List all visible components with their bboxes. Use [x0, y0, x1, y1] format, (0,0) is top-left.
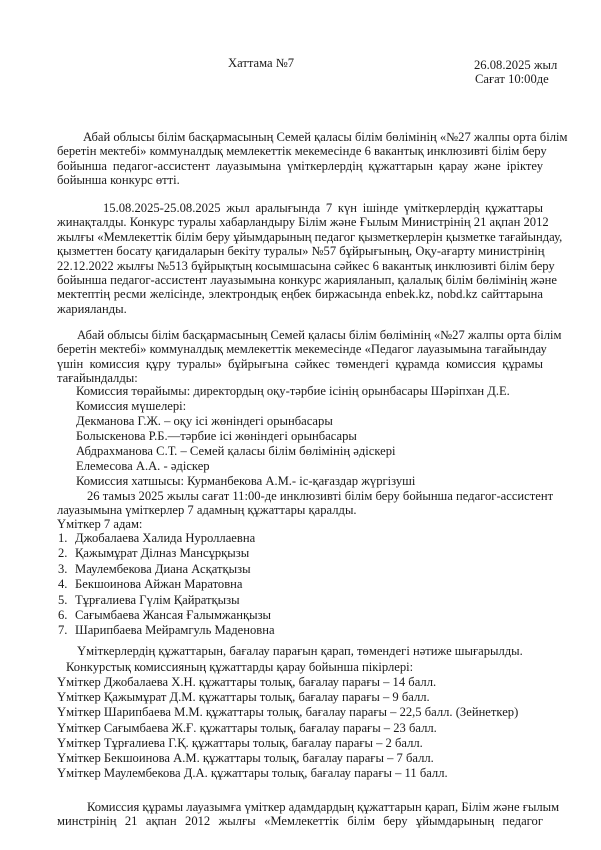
- score-line: Үміткер Тұрғалиева Г.Қ. құжаттары толық, бағалау парағы – 2 балл.: [57, 735, 423, 750]
- candidate-name: Маулембекова Диана Асқатқызы: [75, 561, 251, 576]
- score-line: Үміткер Маулембекова Д.А. құжаттары толық, бағалау парағы – 11 балл.: [57, 766, 448, 781]
- score-line: Үміткер Бекшоинова А.М. құжаттары толық, бағалау парағы – 7 балл.: [57, 750, 434, 765]
- announcement-line: бойынша педагог-ассистент лауазымына конкурс жарияланып, қалалық білім бөлімінің және: [57, 273, 557, 288]
- list-number: 7.: [58, 623, 68, 638]
- list-item: [58, 531, 275, 546]
- list-number: 3.: [58, 561, 68, 576]
- intro-paragraph: [57, 130, 568, 188]
- review-notice: [57, 489, 554, 518]
- protocol-title: Хаттама №7: [228, 56, 295, 70]
- candidate-name: Бекшоинова Айжан Маратовна: [75, 577, 243, 592]
- list-number: 4.: [58, 577, 68, 592]
- intro-line: бойынша конкурс өтті.: [57, 173, 180, 188]
- list-number: 5.: [58, 592, 68, 607]
- commission-order-paragraph: [57, 328, 562, 386]
- score-line: Үміткер Шарипбаева М.М. құжаттары толық, бағалау парағы – 22,5 балл. (Зейнеткер): [57, 705, 519, 720]
- opinions-label: Конкурстық комиссияның құжаттарды қарау бойынша пікірлері:: [66, 660, 414, 674]
- order-line: үшін комиссия құру туралы» бұйрығына сәйкес төмендегі құрамда комиссия құрамы: [57, 356, 543, 371]
- announcement-line: 15.08.2025-25.08.2025 жыл аралығында 7 күн ішінде үміткерлердің құжаттары: [103, 201, 543, 215]
- conclusion-line: минстрінің 21 ақпан 2012 жылғы «Мемлекеттік білім беру ұйымдарының педагог: [57, 814, 543, 829]
- conclusion-paragraph: [57, 800, 560, 829]
- list-item: [58, 577, 275, 592]
- protocol-time: Сағат 10:00де: [475, 72, 549, 86]
- intro-line: Абай облысы білім басқармасының Семей қаласы білім бөлімінің «№27 жалпы орта білім: [83, 130, 568, 144]
- order-line: тағайындалды:: [57, 371, 138, 386]
- candidate-list: [58, 531, 275, 639]
- candidate-name: Қажымұрат Ділназ Мансұрқызы: [75, 546, 250, 561]
- commission-member: Абдрахманова С.Т. – Семей қаласы білім бөлімінің әдіскері: [76, 444, 396, 458]
- candidate-name: Тұрғалиева Гүлім Қайратқызы: [75, 592, 240, 607]
- score-line: Үміткер Сағымбаева Ж.Ғ. құжаттары толық, бағалау парағы – 23 балл.: [57, 720, 437, 735]
- list-number: 6.: [58, 607, 68, 622]
- protocol-date: 26.08.2025 жыл: [474, 58, 558, 72]
- list-number: 1.: [58, 531, 68, 545]
- announcement-line: 22.12.2022 жылғы №513 бұйрықтың косымшасына сәйкес 6 вакантық инклюзивті білім беру: [57, 258, 555, 273]
- candidate-name: Сағымбаева Жансая Ғалымжанқызы: [75, 607, 272, 622]
- announcement-line: жарияланды.: [57, 301, 127, 316]
- list-number: 2.: [58, 546, 68, 561]
- commission-secretary: Комиссия хатшысы: Курманбекова А.М.- іс-қағаздар жүргізуші: [76, 474, 416, 488]
- review-line: 26 тамыз 2025 жылы сағат 11:00-де инклюзивті білім беру бойынша педагог-ассистент: [87, 489, 554, 503]
- results-intro: Үміткерлердің құжаттарын, бағалау парағын қарап, төмендегі нәтиже шығарылды.: [77, 644, 523, 658]
- candidate-name: Шарипбаева Мейрамгуль Маденовна: [75, 623, 275, 638]
- conclusion-line: Комиссия құрамы лауазымға үміткер адамдардың құжаттарын қарап, Білім және ғылым: [87, 800, 560, 814]
- commission-members-label: Комиссия мүшелері:: [76, 399, 187, 413]
- score-list: [57, 675, 518, 781]
- order-line: беретін мектебі» коммуналдық мемлекеттік мекемесінде «Педагог лауазымына тағайындау: [57, 342, 547, 357]
- commission-member: Елемесова А.А. - әдіскер: [76, 459, 210, 473]
- score-line: Үміткер Қажымұрат Д.М. құжаттары толық, бағалау парағы – 9 балл.: [57, 690, 430, 705]
- announcement-line: қызметтен босату қағидаларын бекіту туралы» №57 бұйрығының, Оқу-ағарту министрінің: [57, 244, 545, 259]
- commission-member: Декманова Г.Ж. – оқу ісі жөніндегі орынбасары: [76, 414, 333, 428]
- intro-line: беретін мектебі» коммуналдық мемлекеттік мекемесінде 6 вакантық инклюзивті білім беру: [57, 144, 547, 159]
- list-item: [58, 562, 275, 577]
- announcement-paragraph: [57, 201, 563, 316]
- announcement-line: жылғы «Мемлекеттік білім беру ұйымдарының педагог қызметкерлерін қызметке тағайындау,: [57, 229, 563, 244]
- list-item: [58, 546, 275, 561]
- announcement-line: мектептің ресми желісінде, электрондық еңбек биржасында enbek.kz, nobd.kz сайттарына: [57, 287, 543, 302]
- review-line: лауазымына үміткерлер 7 адамның құжаттары қаралды.: [57, 503, 357, 518]
- list-item: [58, 593, 275, 608]
- commission-composition: [76, 384, 510, 489]
- commission-member: Болыскенова Р.Б.—тәрбие ісі жөніндегі орынбасары: [76, 429, 357, 443]
- announcement-line: жинақталды. Конкурс туралы хабарландыру Білім және Ғылым Министрінің 21 ақпан 2012: [57, 215, 549, 230]
- list-item: [58, 623, 275, 638]
- candidate-name: Джобалаева Халида Нуроллаевна: [75, 531, 256, 545]
- score-line: Үміткер Джобалаева Х.Н. құжаттары толық, бағалау парағы – 14 балл.: [57, 675, 437, 689]
- candidates-label: Үміткер 7 адам:: [57, 517, 143, 531]
- order-line: Абай облысы білім басқармасының Семей қаласы білім бөлімінің «№27 жалпы орта білім: [77, 328, 562, 342]
- commission-chair: Комиссия төрайымы: директордың оқу-тәрбие ісінің орынбасары Шәріпхан Д.Е.: [76, 384, 510, 398]
- intro-line: бойынша педагог-ассистент лауазымына үміткерлердің құжаттарын қарау және іріктеу: [57, 158, 543, 173]
- list-item: [58, 608, 275, 623]
